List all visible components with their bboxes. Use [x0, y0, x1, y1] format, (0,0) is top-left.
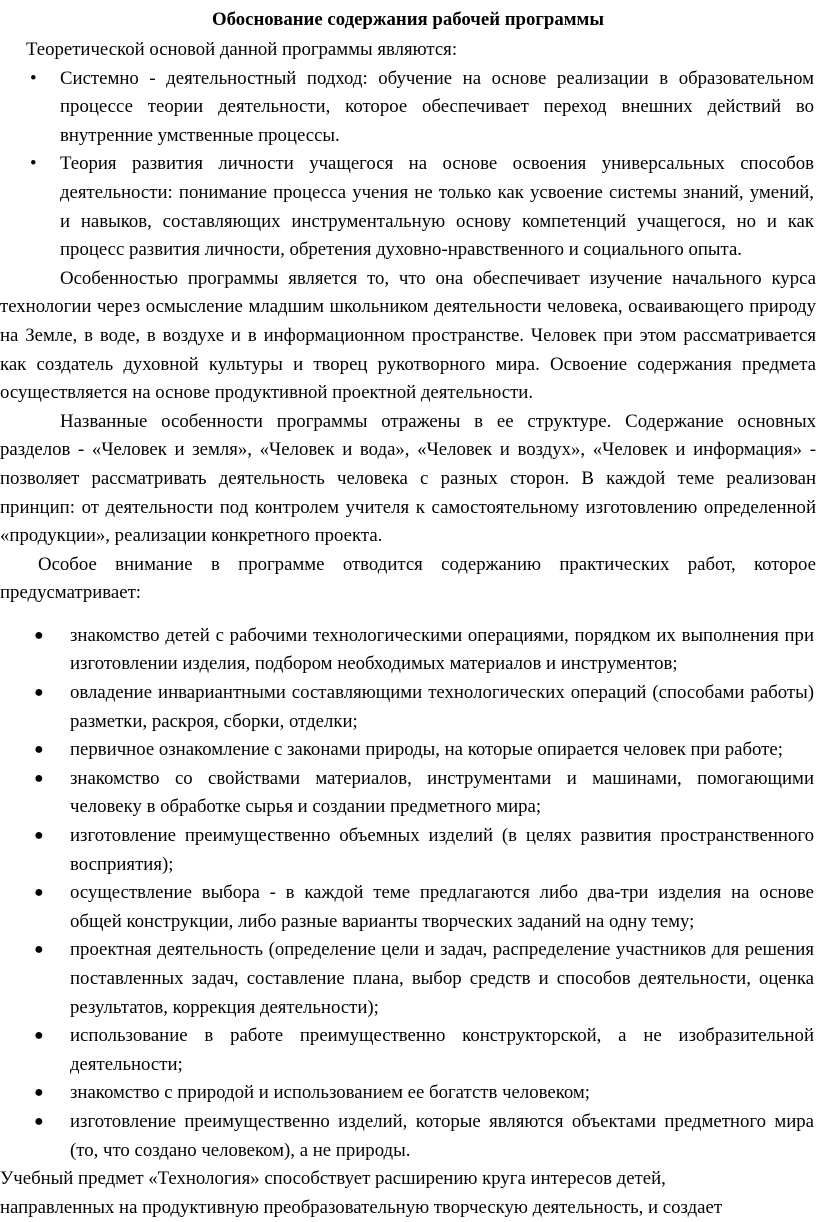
theory-list [0, 65, 816, 265]
feature-paragraph: Особенностью программы является то, что она обеспечивает изучение начального курса технологии через осмысление младшим школьником деятельности человека, осваивающего природу на Земле, в воде, в воздухе и в информационном пространстве. Человек при этом рассматривается как создатель духовной культуры и творец рукотворного мира. Освоение содержания предмета осуществляется на основе продуктивной проектной деятельности. [0, 267, 816, 404]
list-item: ● проектная деятельность (определение цели и задач, распределение участников для решения поставленных задач, составление плана, выбор средств и способов деятельности, оценка результатов, коррекция деятельности); [0, 936, 816, 1022]
list-item: ● изготовление преимущественно изделий, которые являются объектами предметного мира (то, что создано человеком), а не природы. [0, 1108, 816, 1165]
bullet-icon: ● [34, 741, 44, 759]
practice-paragraph: Особое внимание в программе отводится содержанию практических работ, которое предусматривает: [0, 553, 816, 604]
list-item: ● овладение инвариантными составляющими технологических операций (способами работы) разметки, раскроя, сборки, отделки; [0, 679, 816, 736]
bullet-icon: ● [34, 827, 44, 845]
closing-line: Учебный предмет «Технология» способствует расширению круга интересов детей, [0, 1168, 666, 1190]
list-item: • Системно - деятельностный подход: обучение на основе реализации в образовательном процессе теории деятельности, которое обеспечивает переход внешних действий во внутренние умственные процессы. [0, 65, 816, 151]
closing-line: направленных на продуктивную преобразовательную творческую деятельность, и создает [0, 1196, 723, 1218]
list-item: ● изготовление преимущественно объемных изделий (в целях развития пространственного восприятия); [0, 822, 816, 879]
bullet-icon: • [30, 67, 37, 89]
bullet-icon: ● [34, 769, 44, 787]
list-item: ● первичное ознакомление с законами природы, на которые опирается человек при работе; [0, 736, 816, 765]
list-item: ● знакомство детей с рабочими технологическими операциями, порядком их выполнения при изготовлении изделия, подбором необходимых материалов и инструментов; [0, 622, 816, 679]
document-title: Обоснование содержания рабочей программы [211, 9, 604, 30]
bullet-icon: ● [34, 1027, 44, 1045]
list-item: • Теория развития личности учащегося на основе освоения универсальных способов деятельности: понимание процесса учения не только как усвоение системы знаний, умений, и навыков, составляющих инструментальную основу компетенций учащегося, но и как процесс развития личности, обретения духовно-нравственного и социального опыта. [0, 150, 816, 264]
bullet-icon: ● [34, 1112, 44, 1130]
practice-list [0, 622, 816, 1165]
intro-paragraph: Теоретической основой данной программы являются: [26, 39, 458, 60]
list-item: ● знакомство с природой и использованием ее богатств человеком; [0, 1079, 816, 1108]
list-item: ● знакомство со свойствами материалов, инструментами и машинами, помогающими человеку в обработке сырья и создании предметного мира; [0, 765, 816, 822]
bullet-icon: ● [34, 1084, 44, 1102]
bullet-icon: ● [34, 941, 44, 959]
bullet-icon: • [30, 153, 37, 175]
bullet-icon: ● [34, 684, 44, 702]
bullet-icon: ● [34, 626, 44, 644]
structure-paragraph: Названные особенности программы отражены в ее структуре. Содержание основных разделов - «Человек и земля», «Человек и вода», «Человек и воздух», «Человек и информация» - позволяет рассматривать деятельность человека с разных сторон. В каждой теме реализован принцип: от деятельности под контролем учителя к самостоятельному изготовлению определенной «продукции», реализации конкретного проекта. [0, 410, 816, 547]
bullet-icon: ● [34, 884, 44, 902]
list-item: ● осуществление выбора - в каждой теме предлагаются либо два-три изделия на основе общей конструкции, либо разные варианты творческих заданий на одну тему; [0, 879, 816, 936]
list-item: ● использование в работе преимущественно конструкторской, а не изобразительной деятельности; [0, 1022, 816, 1079]
document-page [0, 6, 816, 1222]
